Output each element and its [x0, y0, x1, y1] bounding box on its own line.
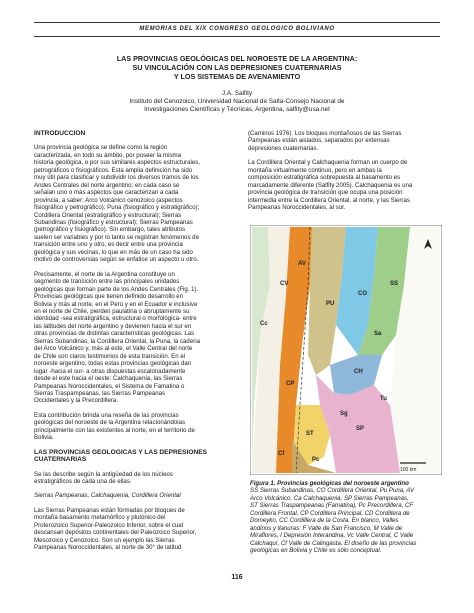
- text-line: Pampeanas Noroccidentales, el Sistema de Famatina o: [34, 382, 185, 390]
- paper-title: [30, 54, 444, 81]
- text-line: caracterizada, en todo su ámbito, por poseer la misma: [34, 151, 181, 159]
- caption-line: andinos y llanuras: F Valle de San Francisco, M Valle de: [250, 524, 403, 532]
- paragraph-gap: [34, 405, 232, 412]
- map-label: Cf: [278, 451, 285, 457]
- text-line: motivo de controversias según se enfatice un aspecto u otro.: [34, 256, 199, 264]
- text-line: lugar -hacia el sur- a otras dispuestas escalonadamente: [34, 367, 186, 375]
- running-header: MEMORIAS DEL XIX CONGRESO GEOLOGICO BOLIVIANO: [139, 26, 335, 32]
- text-line: transición entre uno y otro, es decir entre una provincia: [34, 241, 183, 249]
- text-line: Provincias geológicas que tienen definido desarrollo en: [34, 293, 184, 301]
- text-line: descansan depósitos continentales del Paleozoico Superior,: [34, 529, 197, 537]
- text-line: Bolivia.: [34, 434, 54, 442]
- caption-line: Miraflores, I Depresión Interandina, Vc Valle Central, C Valle: [250, 532, 414, 540]
- text-line: Se las describe según la antigüedad de los núcleos: [34, 470, 173, 478]
- text-line: Sierras Traspampeanas, las Sierras Pampeanas: [34, 389, 166, 397]
- text-line: Proterozoico Superior-Paleozoico Inferior, sobre el cual: [34, 521, 184, 529]
- text-line: Bolivia y más al norte, en el Perú y en el Ecuador e inclusive: [34, 300, 198, 308]
- text-line: provincia, a saber: Arco Volcánico cenozoico (aspectos: [34, 196, 183, 204]
- header-rule-bottom: [34, 36, 440, 37]
- text-line: montaña basamento metamórfico y plutónico del: [34, 514, 166, 522]
- text-line: petrográficos o fisiográficos. Esta amplia definición ha sido: [34, 166, 193, 174]
- text-line: (Caminos 1976). Los bloques montañosos de las Sierras: [248, 130, 402, 137]
- text-line: Pampeanas Noroccidentales, al sur.: [248, 204, 346, 212]
- caption-line: Calchaquí, Cf Valle de Calingasta. El diseño de las provincias: [250, 539, 417, 547]
- text-line: provincia geológica de transición que ocupa una posición: [248, 189, 403, 197]
- caption-line: Domeyko, CC Cordillera de la Costa. En blanco, Valles: [250, 517, 399, 525]
- map-label: Tu: [380, 396, 387, 402]
- text-line: Las Sierras Pampeanas están formadas por bloques de: [34, 506, 185, 514]
- text-line: de Chile son claros testimonios de esta transición. En el: [34, 352, 186, 360]
- caption-line: geológicas en Bolivia y Chile es sólo conceptual.: [250, 547, 382, 555]
- section-heading: LAS PROVINCIAS GEOLÓGICAS Y LAS DEPRESIONES: [34, 448, 208, 456]
- text-line: intermedia entre la Cordillera Oriental, al norte, y las Sierras: [248, 196, 410, 204]
- paragraph-gap: [34, 485, 232, 492]
- title-line: Y LOS SISTEMAS DE AVENAMIENTO: [173, 72, 301, 81]
- text-line: principalmente con las existentes al norte, en el territorio de: [34, 426, 195, 434]
- map-label: Sa: [374, 331, 382, 337]
- map-label: Cc: [260, 321, 268, 327]
- scale-label: 100 km: [400, 467, 417, 473]
- paragraph-gap: [34, 500, 232, 507]
- map-label: Sg: [340, 411, 348, 417]
- text-line: historia geológica, o por sus similares aspectos estructurales,: [34, 159, 200, 167]
- text-line: Pampeanas Noroccidentales, al norte de 30° de latitud: [34, 544, 182, 552]
- text-line: Occidentales y la Precordillera.: [34, 397, 118, 405]
- text-line: Sierras Pampeanas, Calchaquenia, Cordillera Oriental: [34, 492, 181, 500]
- text-line: depresiones cuaternarias.: [248, 144, 319, 152]
- text-line: suelen ser variables y por lo tanto se registran fenómenos de: [34, 233, 199, 241]
- map-label: PU: [326, 301, 335, 307]
- caption-line: Cordillera Frontal, CP Cordillera Principal, CD Cordillera de: [250, 509, 410, 517]
- text-line: segmento de transición entre las principales unidades: [34, 278, 180, 286]
- geologic-provinces-map: [250, 225, 442, 475]
- text-line: Precisamente, el norte de la Argentina constituye un: [34, 270, 175, 278]
- affiliation-line: Instituto del Cenozoico, Universidad Nacional de Salta-Consejo Nacional de: [129, 98, 345, 106]
- caption-line: Arco Volcánico, Ca Calchaquenia, SP Sierras Pampeanas,: [250, 494, 409, 502]
- text-line: geológica y sus vecinas, lo que en más de un caso ha sido: [34, 248, 193, 256]
- paragraph-gap: [34, 442, 232, 449]
- caption-line: ST Sierras Traspampeanas (Famatina), Pc Precordillera, CF: [250, 502, 414, 510]
- title-line: LAS PROVINCIAS GEOLÓGICAS DEL NOROESTE DE LA ARGENTINA:: [116, 54, 358, 63]
- text-line: La Cordillera Oriental y Calchaquenia forman un cuerpo de: [248, 159, 408, 167]
- map-label: CV: [280, 281, 289, 287]
- author-block: [30, 90, 444, 115]
- text-line: estratigráficos de cada una de ellas.: [34, 478, 132, 486]
- text-line: Andes Centrales del norte argentino; en cada caso se: [34, 181, 180, 189]
- text-line: desde el este hacia el oeste: Calchaquenia, las Sierras: [34, 375, 183, 383]
- text-line: marcadamente diferente (Salfity 2005). Calchaquenia es una: [248, 181, 413, 189]
- text-line: Sierras Subandinas, la Cordillera Oriental, la Puna, la cadena: [34, 337, 200, 345]
- left-column: [34, 130, 232, 552]
- section-heading: INTRODUCCIÓN: [34, 130, 86, 137]
- text-line: Pampeanas están aislados, separados por extensas: [248, 137, 390, 145]
- map-label: Pc: [312, 457, 320, 463]
- map-label: AV: [298, 261, 306, 267]
- text-line: geológicas del noroeste de la Argentina relacionándolas: [34, 419, 186, 427]
- caption-title: Figura 1. Provincias geológicas del noroeste argentino: [250, 480, 409, 487]
- text-line: montaña virtualmente continuo, pero en ambas la: [248, 166, 382, 174]
- title-line: SU VINCULACIÓN CON LAS DEPRESIONES CUATERNARIAS: [132, 63, 342, 72]
- text-line: señalan uno o más aspectos que caracterizan a cada: [34, 189, 179, 197]
- map-label: SS: [390, 281, 399, 287]
- section-heading: CUATERNARIAS: [34, 456, 87, 464]
- author-name: J.A. Salfity: [221, 90, 253, 97]
- map-label: CO: [358, 291, 367, 297]
- text-line: fisiográfico y petrográfico); Puna (fisiográfico y estratigráfico);: [34, 204, 200, 212]
- text-line: Esta contribución brinda una reseña de las provincias: [34, 411, 179, 419]
- text-line: muy útil para clasificar y subdividir los diversos tramos de los: [34, 174, 199, 182]
- map-label: SP: [356, 426, 365, 432]
- header-rule-top: [34, 22, 440, 23]
- text-line: del Arco Volcánico y, más al este, el Valle Central del norte: [34, 345, 193, 353]
- map-label: CP: [286, 381, 295, 387]
- page-number: 116: [231, 574, 243, 581]
- text-line: Mesozoico y Cenozoico. Son un ejemplo las Sierras: [34, 536, 175, 544]
- text-line: noroeste argentino, todas estas provincias geológicas dan: [34, 360, 192, 368]
- text-line: identidad -sea estratigráfica, estructural o morfológica- entre: [34, 315, 197, 323]
- map-label: CH: [354, 369, 363, 375]
- paragraph-gap: [248, 152, 442, 159]
- map-label: ST: [306, 431, 314, 437]
- text-line: Subandinas (fisiográfico y estructural); Sierras Pampeanas: [34, 218, 193, 226]
- text-line: en el norte de Chile, pierden paulatina o abruptamente su: [34, 307, 190, 315]
- affiliation-line: Investigaciones Científicas y Técnicas, Argentina, salfity@usa.net: [144, 106, 330, 114]
- text-line: (petrográfico y fisiográfico). Sin embargo, tales atributos: [34, 226, 186, 234]
- text-line: Una provincia geológica se define como la región: [34, 144, 168, 152]
- text-line: las latitudes del norte argentino y devienen hacia el sur en: [34, 322, 192, 330]
- paragraph-gap: [34, 464, 232, 471]
- text-line: geológicas que forman parte de los Andes Centrales (Fig. 1).: [34, 285, 199, 293]
- right-column: [248, 130, 442, 212]
- paragraph-gap: [34, 137, 232, 144]
- paragraph-gap: [34, 264, 232, 271]
- text-line: otras provincias de distintas características geológicas. Las: [34, 330, 195, 338]
- text-line: Cordillera Oriental (estratigráfico y estructural); Sierras: [34, 211, 182, 219]
- caption-line: SS Sierras Subandinas, CO Cordillera Oriental, Pu Puna, AV: [250, 487, 415, 495]
- text-line: composición estratigráfica sobrepuesta al basamento es: [248, 174, 401, 182]
- figure-caption: [250, 480, 444, 555]
